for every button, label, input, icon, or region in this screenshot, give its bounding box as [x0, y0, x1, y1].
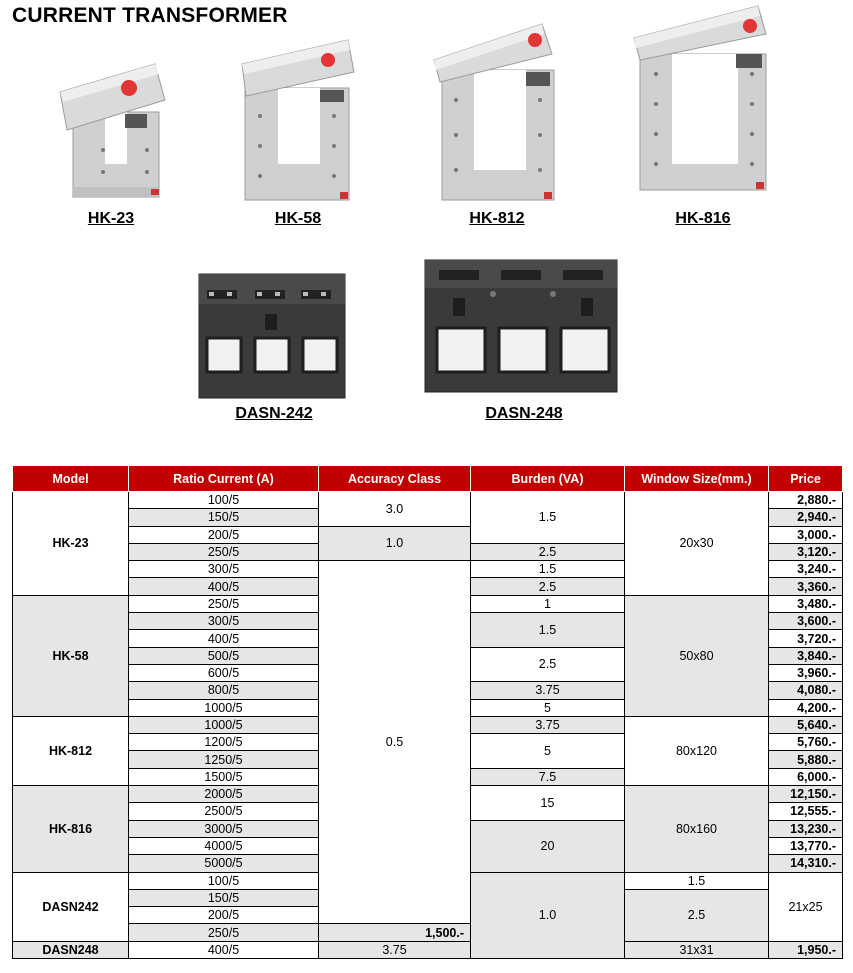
accuracy-cell: 3.0 [319, 492, 471, 527]
price-cell: 4,080.- [769, 682, 843, 699]
product-photo-dasn-248 [423, 258, 619, 394]
model-cell: HK-23 [13, 492, 129, 596]
ratio-cell: 600/5 [129, 664, 319, 681]
model-cell: HK-812 [13, 716, 129, 785]
burden-cell: 1.5 [471, 613, 625, 648]
ratio-cell: 250/5 [129, 595, 319, 612]
ratio-cell: 400/5 [129, 578, 319, 595]
header-accuracy-class: Accuracy Class [319, 466, 471, 492]
ratio-cell: 4000/5 [129, 837, 319, 854]
ratio-cell: 250/5 [129, 924, 319, 941]
ratio-cell: 2500/5 [129, 803, 319, 820]
ratio-cell: 200/5 [129, 526, 319, 543]
header-price: Price [769, 466, 843, 492]
ratio-cell: 1000/5 [129, 716, 319, 733]
burden-cell: 3.75 [471, 682, 625, 699]
ratio-cell: 300/5 [129, 561, 319, 578]
header-model: Model [13, 466, 129, 492]
accuracy-cell: 1.0 [471, 872, 625, 958]
window-cell: 20x30 [625, 492, 769, 596]
product-label-hk-58: HK-58 [274, 210, 322, 227]
price-cell: 2,880.- [769, 492, 843, 509]
ratio-cell: 150/5 [129, 509, 319, 526]
ratio-cell: 250/5 [129, 543, 319, 560]
burden-cell: 2.5 [471, 543, 625, 560]
product-photo-hk-58 [240, 36, 355, 204]
page-title: CURRENT TRANSFORMER [12, 4, 288, 27]
price-cell: 3,600.- [769, 613, 843, 630]
price-cell: 3,480.- [769, 595, 843, 612]
window-cell: 50x80 [625, 595, 769, 716]
table-row [13, 492, 843, 509]
burden-cell: 15 [471, 786, 625, 821]
burden-cell: 2.5 [471, 578, 625, 595]
ratio-cell: 1250/5 [129, 751, 319, 768]
price-cell: 3,720.- [769, 630, 843, 647]
burden-cell: 7.5 [471, 768, 625, 785]
price-cell: 6,000.- [769, 768, 843, 785]
burden-cell: 1.5 [625, 872, 769, 889]
product-photo-hk-812 [432, 20, 562, 203]
ratio-cell: 100/5 [129, 872, 319, 889]
model-cell: DASN248 [13, 941, 129, 958]
price-cell: 13,230.- [769, 820, 843, 837]
ratio-cell: 100/5 [129, 492, 319, 509]
product-label-dasn-248: DASN-248 [485, 405, 563, 422]
price-cell: 13,770.- [769, 837, 843, 854]
price-cell: 5,640.- [769, 716, 843, 733]
product-label-hk-812: HK-812 [469, 210, 525, 227]
price-cell: 5,880.- [769, 751, 843, 768]
table-row [13, 941, 843, 958]
burden-cell: 5 [471, 734, 625, 769]
header-burden: Burden (VA) [471, 466, 625, 492]
ratio-cell: 500/5 [129, 647, 319, 664]
price-table [12, 465, 843, 959]
header-ratio-current: Ratio Current (A) [129, 466, 319, 492]
burden-cell: 2.5 [471, 647, 625, 682]
burden-cell: 3.75 [471, 716, 625, 733]
ratio-cell: 1000/5 [129, 699, 319, 716]
product-label-dasn-242: DASN-242 [235, 405, 313, 422]
window-cell: 80x160 [625, 786, 769, 872]
burden-cell: 1.5 [471, 492, 625, 544]
price-cell: 3,120.- [769, 543, 843, 560]
table-header-row [13, 466, 843, 492]
window-cell: 31x31 [625, 941, 769, 958]
price-cell: 3,000.- [769, 526, 843, 543]
model-cell: DASN242 [13, 872, 129, 941]
product-label-hk-816: HK-816 [675, 210, 731, 227]
ratio-cell: 300/5 [129, 613, 319, 630]
price-cell: 3,960.- [769, 664, 843, 681]
price-cell: 12,150.- [769, 786, 843, 803]
product-label-hk-23: HK-23 [87, 210, 135, 227]
product-photo-hk-23 [55, 52, 170, 202]
price-cell: 1,950.- [769, 941, 843, 958]
ratio-cell: 400/5 [129, 941, 319, 958]
ratio-cell: 3000/5 [129, 820, 319, 837]
model-cell: HK-58 [13, 595, 129, 716]
price-cell: 2,940.- [769, 509, 843, 526]
model-cell: HK-816 [13, 786, 129, 872]
product-photo-hk-816 [632, 4, 772, 194]
burden-cell: 3.75 [319, 941, 471, 958]
price-cell: 1,500.- [319, 924, 471, 941]
ratio-cell: 2000/5 [129, 786, 319, 803]
price-cell: 3,840.- [769, 647, 843, 664]
ratio-cell: 400/5 [129, 630, 319, 647]
burden-cell: 2.5 [625, 889, 769, 941]
burden-cell: 1.5 [471, 561, 625, 578]
price-cell: 14,310.- [769, 855, 843, 872]
price-cell: 5,760.- [769, 734, 843, 751]
price-cell: 3,360.- [769, 578, 843, 595]
product-photo-dasn-242 [197, 272, 347, 400]
price-cell: 3,240.- [769, 561, 843, 578]
burden-cell: 20 [471, 820, 625, 872]
ratio-cell: 150/5 [129, 889, 319, 906]
ratio-cell: 1200/5 [129, 734, 319, 751]
accuracy-cell: 0.5 [319, 561, 471, 924]
burden-cell: 5 [471, 699, 625, 716]
ratio-cell: 5000/5 [129, 855, 319, 872]
price-cell: 12,555.- [769, 803, 843, 820]
burden-cell: 1 [471, 595, 625, 612]
window-cell: 21x25 [769, 872, 843, 941]
window-cell: 80x120 [625, 716, 769, 785]
price-cell: 4,200.- [769, 699, 843, 716]
ratio-cell: 800/5 [129, 682, 319, 699]
ratio-cell: 1500/5 [129, 768, 319, 785]
ratio-cell: 200/5 [129, 907, 319, 924]
header-window-size: Window Size(mm.) [625, 466, 769, 492]
accuracy-cell: 1.0 [319, 526, 471, 561]
